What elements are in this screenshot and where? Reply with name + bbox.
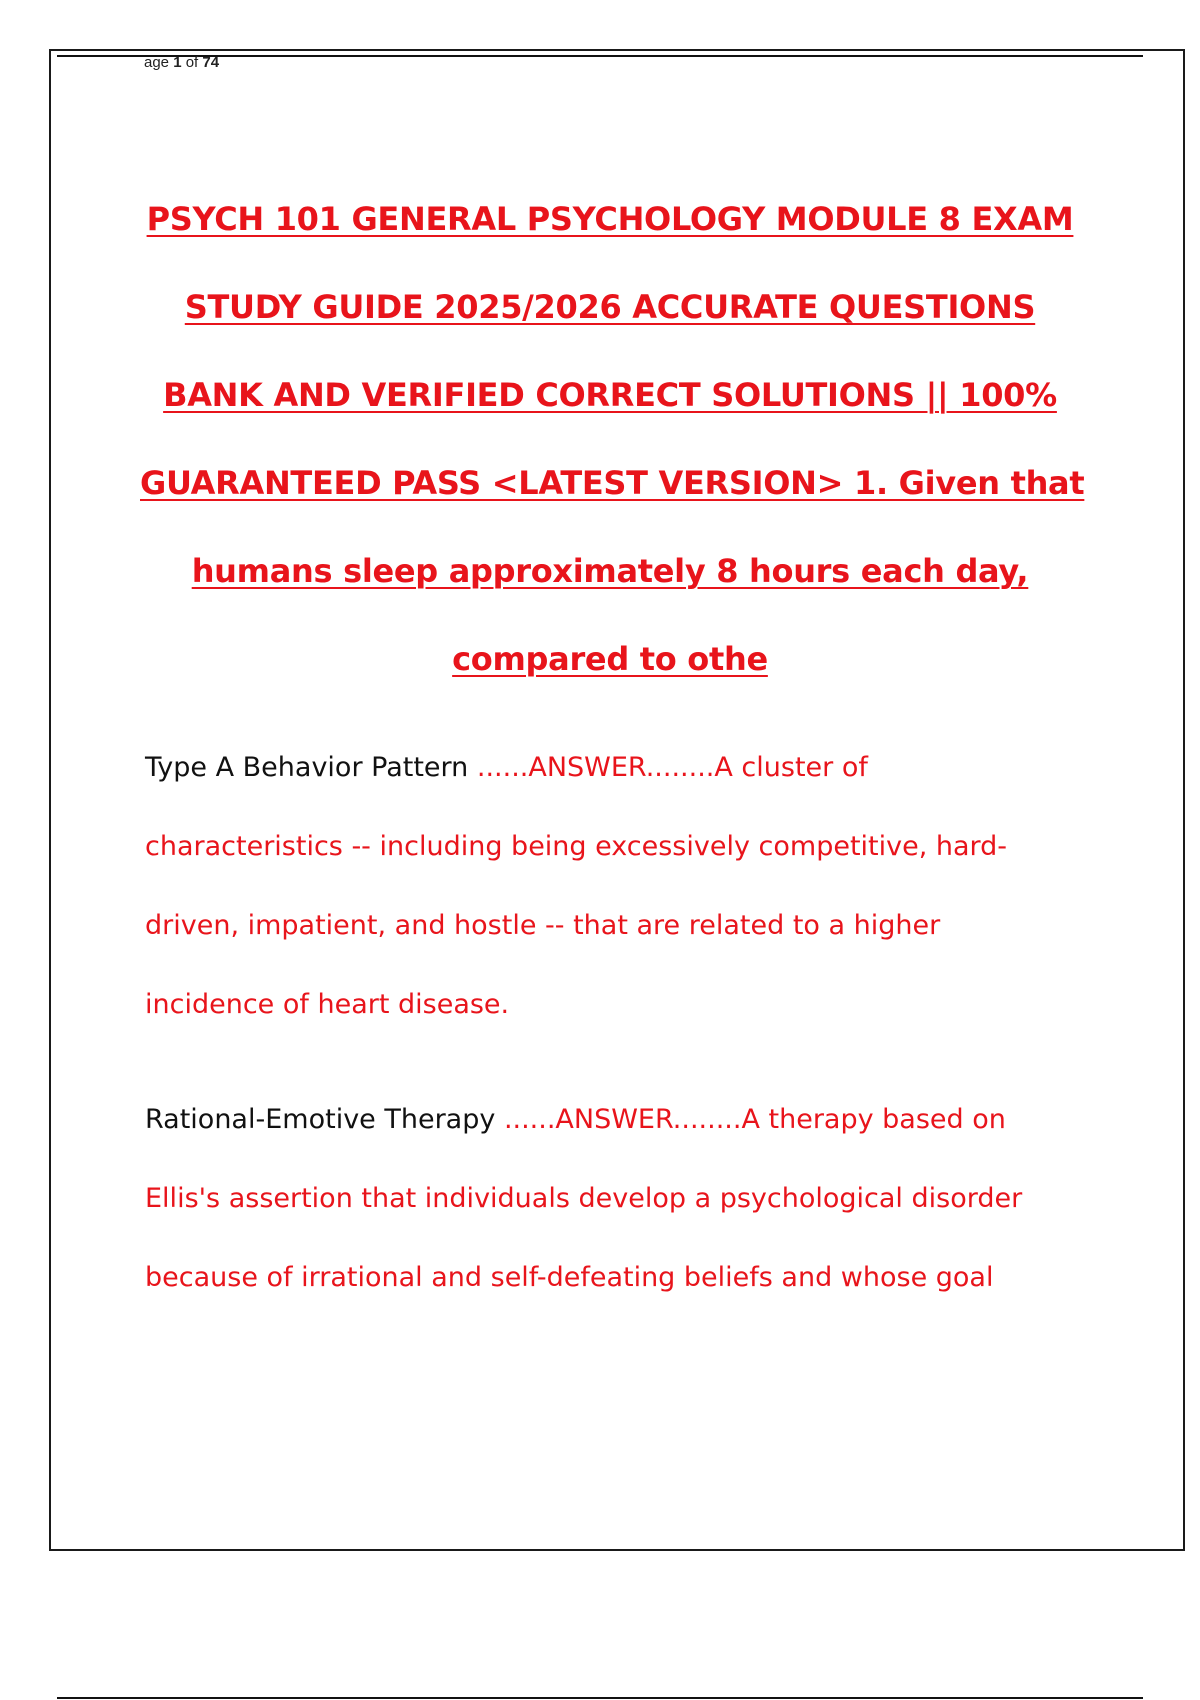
title-line: compared to othe (452, 640, 768, 678)
qa-line (145, 1080, 1085, 1159)
title-line: humans sleep approximately 8 hours each day, (191, 552, 1029, 590)
title-line: GUARANTEED PASS <LATEST VERSION> 1. Given that (140, 464, 1085, 502)
qa-term: Rational-Emotive Therapy (145, 1104, 504, 1135)
document-title (140, 175, 1085, 703)
qa-answer: driven, impatient, and hostle -- that are related to a higher (145, 910, 941, 941)
qa-answer: because of irrational and self-defeating beliefs and whose goal (145, 1262, 994, 1293)
header-rule (57, 55, 1143, 57)
qa-line (145, 728, 1085, 807)
footer-rule (57, 1697, 1143, 1699)
qa-answer: characteristics -- including being excessively competitive, hard- (145, 831, 1008, 862)
page-number-of: of (181, 54, 203, 71)
qa-answer: incidence of heart disease. (145, 989, 510, 1020)
title-line: STUDY GUIDE 2025/2026 ACCURATE QUESTIONS (184, 288, 1036, 326)
title-line: BANK AND VERIFIED CORRECT SOLUTIONS || 100% (163, 376, 1057, 414)
qa-answer: ......ANSWER........A cluster of (476, 752, 868, 783)
page-number-prefix: age (144, 54, 174, 71)
page-number-total: 74 (202, 54, 220, 71)
qa-entry-rational-emotive (145, 1080, 1085, 1317)
page-number (144, 54, 219, 72)
qa-entry-type-a (145, 728, 1085, 1044)
qa-answer: ......ANSWER........A therapy based on (503, 1104, 1006, 1135)
qa-term: Type A Behavior Pattern (145, 752, 477, 783)
qa-answer: Ellis's assertion that individuals develop a psychological disorder (145, 1183, 1023, 1214)
page-number-current: 1 (173, 54, 182, 71)
title-line: PSYCH 101 GENERAL PSYCHOLOGY MODULE 8 EXAM (146, 200, 1074, 238)
